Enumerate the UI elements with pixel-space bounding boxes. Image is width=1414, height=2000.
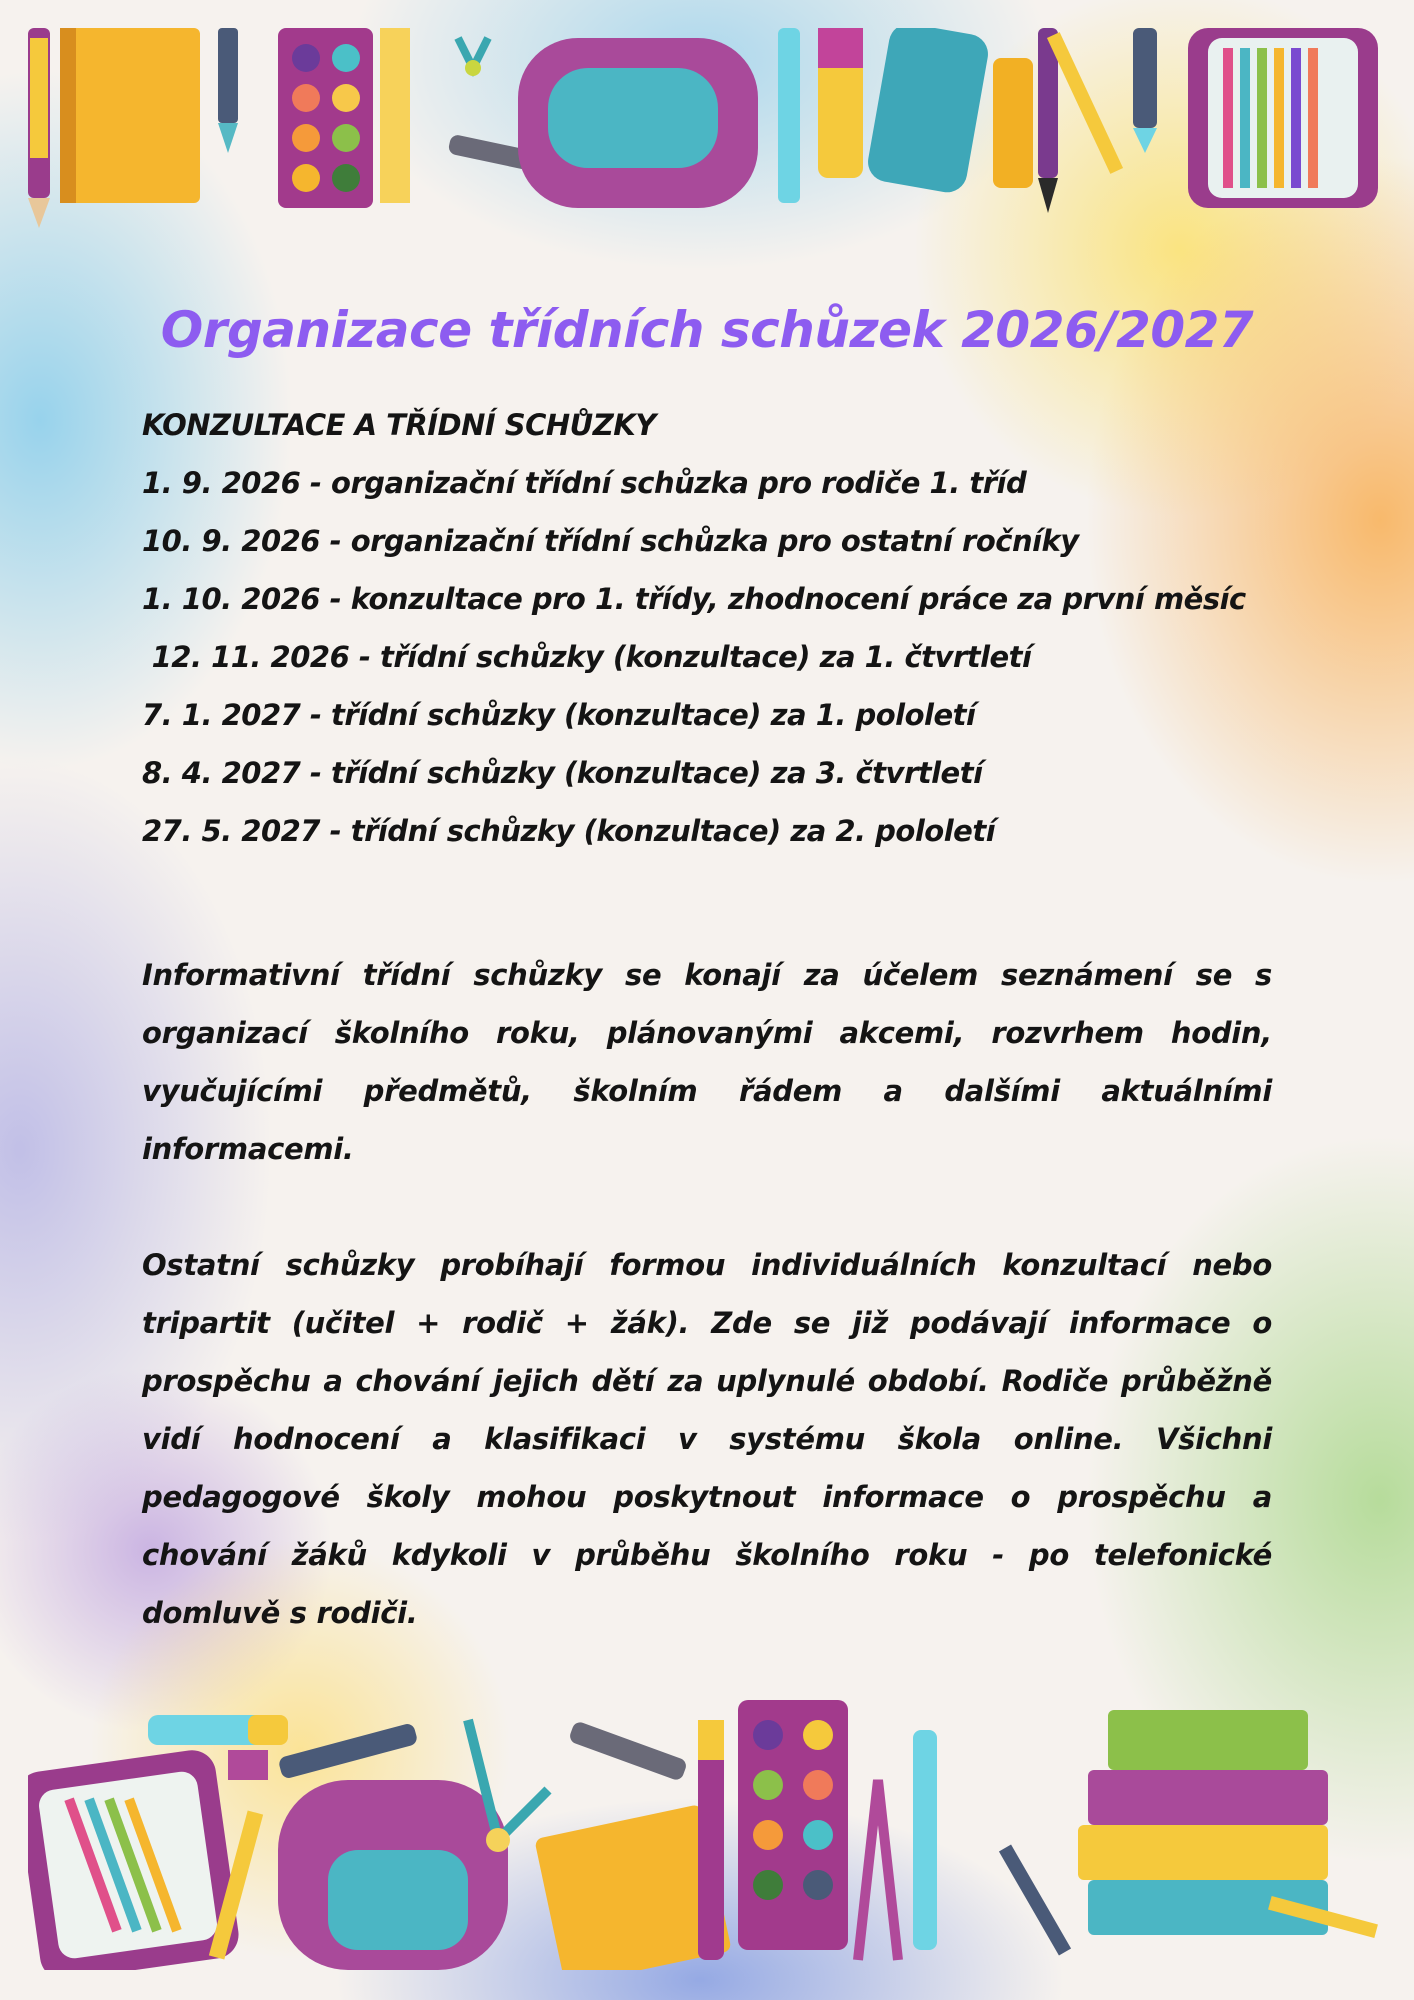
crayon-icon <box>568 1720 688 1782</box>
binder-clip-icon <box>228 1750 268 1780</box>
schedule-item: 12. 11. 2026 - třídní schůzky (konzultace) za 1. čtvrtletí <box>142 640 1032 674</box>
pen-icon <box>698 1720 724 1960</box>
info-paragraph-informative-meetings: Informativní třídní schůzky se konají za účelem seznámení se s organizací školního roku, plánovanými akcemi, rozvrhem hodin, vyučujícími předmětů, školním řádem a dalšími aktuálními informacemi. <box>142 958 1272 1166</box>
schedule-item: 1. 9. 2026 - organizační třídní schůzka pro rodiče 1. tříd <box>142 466 1027 500</box>
highlighter-icon <box>993 58 1033 188</box>
glue-stick-icon <box>148 1715 288 1745</box>
compass-icon <box>458 38 488 76</box>
watercolor-palette-icon <box>278 28 373 208</box>
pencil-icon <box>999 1845 1071 1956</box>
section-heading: KONZULTACE A TŘÍDNÍ SCHŮZKY <box>142 408 656 442</box>
pen-icon <box>778 28 800 203</box>
school-supplies-bottom-border <box>28 1700 1386 1970</box>
watercolor-palette-icon <box>738 1700 848 1950</box>
scissors-icon <box>858 1780 898 1960</box>
pencil-icon <box>218 28 238 153</box>
pencil-pouch-icon <box>1188 28 1378 208</box>
fountain-pen-icon <box>1038 28 1058 213</box>
notebook-icon <box>60 28 200 203</box>
pen-icon <box>1133 28 1157 153</box>
highlighter-icon <box>818 28 863 178</box>
pencil-pouch-icon <box>28 1747 242 1970</box>
pencil-case-icon <box>865 28 991 195</box>
crayon-icon <box>278 1722 419 1779</box>
meeting-schedule <box>142 454 1272 860</box>
backpack-icon <box>518 38 758 208</box>
schedule-item: 27. 5. 2027 - třídní schůzky (konzultace) za 2. pololetí <box>142 814 996 848</box>
backpack-icon <box>278 1780 508 1970</box>
schedule-item: 1. 10. 2026 - konzultace pro 1. třídy, zhodnocení práce za první měsíc <box>142 582 1246 616</box>
ruler-icon <box>380 28 410 203</box>
main-content <box>142 300 1272 1642</box>
schedule-item: 10. 9. 2026 - organizační třídní schůzka pro ostatní ročníky <box>142 524 1079 558</box>
schedule-item: 7. 1. 2027 - třídní schůzky (konzultace) za 1. pololetí <box>142 698 976 732</box>
page-title: Organizace třídních schůzek 2026/2027 <box>160 301 1254 359</box>
pencil-icon <box>28 28 50 228</box>
schedule-item: 8. 4. 2027 - třídní schůzky (konzultace) za 3. čtvrtletí <box>142 756 983 790</box>
pencil-icon <box>1047 32 1123 174</box>
school-supplies-top-border <box>28 28 1386 238</box>
info-paragraph-individual-consultations: Ostatní schůzky probíhají formou individuálních konzultací nebo tripartit (učitel + rodič + žák). Zde se již podávají informace o prospěchu a chování jejich dětí za uplynulé období. Rodiče průběžně vidí hodnocení a klasifikaci v systému škola online. Všichni pedagogové školy mohou poskytnout informace o prospěchu a chování žáků kdykoli v průběhu školního roku - po telefonické domluvě s rodiči. <box>142 1248 1272 1630</box>
pen-icon <box>913 1730 937 1950</box>
